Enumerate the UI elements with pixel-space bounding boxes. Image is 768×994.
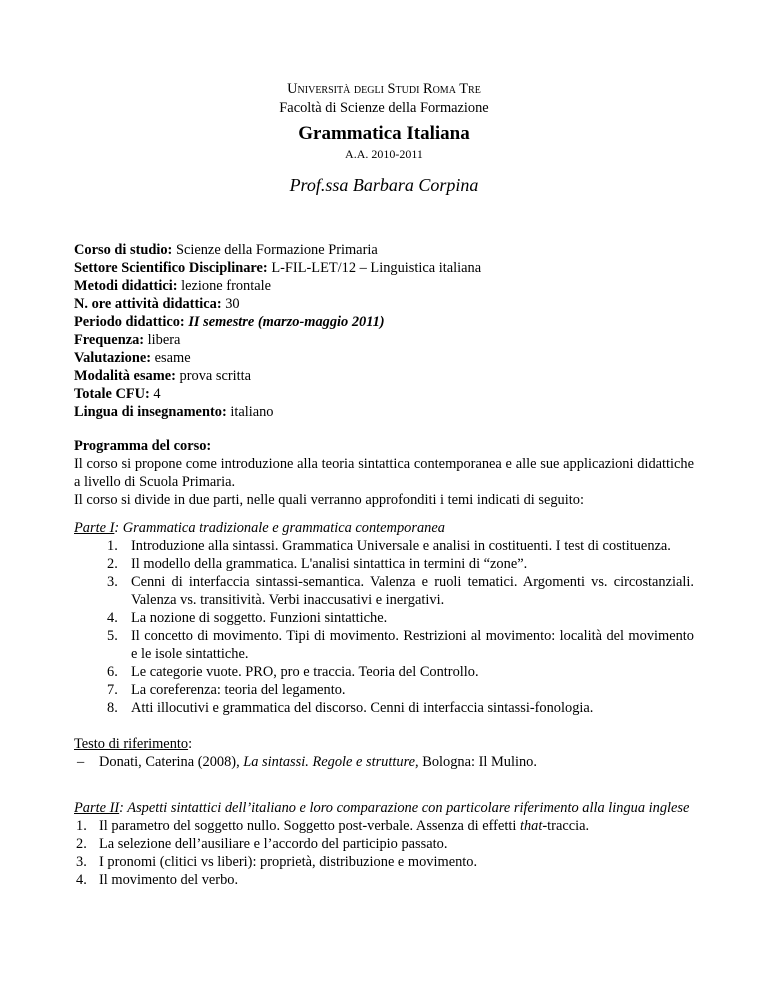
info-settore — [74, 259, 694, 277]
programma-section — [74, 437, 694, 509]
parte-1-section — [74, 519, 694, 717]
parte-1-heading — [74, 519, 694, 537]
list-item: 2. Il modello della grammatica. L'analisi sintattica in termini di “zone”. — [107, 556, 528, 572]
reference-publisher: , Bologna: Il Mulino. — [415, 754, 537, 770]
info-label: Valutazione: — [74, 350, 152, 366]
parte-label: Parte II — [74, 800, 120, 816]
info-metodi — [74, 277, 694, 295]
list-item: 6. Le categorie vuote. PRO, pro e traccia. Teoria del Controllo. — [107, 664, 479, 680]
info-ore — [74, 295, 694, 313]
list-item: 4. Il movimento del verbo. — [76, 872, 239, 888]
list-item: 4. La nozione di soggetto. Funzioni sintattiche. — [107, 610, 388, 626]
programma-paragraph: Il corso si propone come introduzione alla teoria sintattica contemporanea e alle sue applicazioni didattiche a livello di Scuola Primaria. — [74, 456, 694, 490]
info-label: Totale CFU: — [74, 386, 150, 402]
info-periodo — [74, 313, 694, 331]
info-modalita — [74, 367, 694, 385]
info-value: 4 — [149, 386, 161, 402]
academic-year: A.A. 2010-2011 — [345, 147, 423, 161]
info-corso — [74, 241, 694, 259]
info-cfu — [74, 385, 694, 403]
professor-name: Prof.ssa Barbara Corpina — [289, 175, 479, 195]
list-item: 3. Cenni di interfaccia sintassi-semantica. Valenza e ruoli tematici. Argomenti vs. circostanziali. Valenza vs. transitività. Verbi inaccusativi e inergativi. — [107, 574, 694, 608]
parte-2-list — [74, 817, 694, 889]
parte-title: : Grammatica tradizionale e grammatica contemporanea — [114, 520, 445, 536]
info-label: Frequenza: — [74, 332, 145, 348]
reference-title: La sintassi. Regole e strutture — [243, 754, 416, 770]
parte-2-heading — [74, 799, 694, 817]
testo-riferimento-section — [74, 735, 694, 771]
info-value: lezione frontale — [177, 278, 272, 294]
faculty-name: Facoltà di Scienze della Formazione — [279, 100, 489, 116]
info-value: II semestre (marzo-maggio 2011) — [188, 314, 385, 330]
parte-title: : Aspetti sintattici dell’italiano e loro comparazione con particolare riferimento alla lingua inglese — [119, 800, 690, 816]
info-label: N. ore attività didattica: — [74, 296, 222, 312]
list-item: 5. Il concetto di movimento. Tipi di movimento. Restrizioni al movimento: località del movimento e le isole sintattiche. — [107, 628, 694, 662]
info-value: libera — [144, 332, 181, 348]
reference-entry — [74, 753, 694, 771]
dash-bullet: – — [77, 754, 85, 770]
info-lingua — [74, 403, 694, 421]
info-value: 30 — [221, 296, 240, 312]
info-label: Settore Scientifico Disciplinare: — [74, 260, 268, 276]
info-value: L-FIL-LET/12 – Linguistica italiana — [267, 260, 482, 276]
list-item: 8. Atti illocutivi e grammatica del discorso. Cenni di interfaccia sintassi-fonologia. — [107, 700, 594, 716]
info-frequenza — [74, 331, 694, 349]
course-info — [74, 241, 694, 421]
testo-label: Testo di riferimento — [74, 736, 189, 752]
list-item: 3. I pronomi (clitici vs liberi): proprietà, distribuzione e movimento. — [76, 854, 478, 870]
info-value: italiano — [226, 404, 274, 420]
info-value: Scienze della Formazione Primaria — [172, 242, 378, 258]
info-label: Periodo didattico: — [74, 314, 185, 330]
programma-heading: Programma del corso: — [74, 438, 212, 454]
info-label: Corso di studio: — [74, 242, 173, 258]
list-item: 2. La selezione dell’ausiliare e l’accordo del participio passato. — [76, 836, 448, 852]
parte-label: Parte I — [74, 520, 115, 536]
info-valutazione — [74, 349, 694, 367]
info-label: Lingua di insegnamento: — [74, 404, 227, 420]
programma-paragraph: Il corso si divide in due parti, nelle quali verranno approfonditi i temi indicati di seguito: — [74, 492, 584, 508]
list-item: 1. Introduzione alla sintassi. Grammatica Universale e analisi in costituenti. I test di costituenza. — [107, 538, 671, 554]
info-label: Metodi didattici: — [74, 278, 178, 294]
reference-author: Donati, Caterina (2008), — [99, 754, 244, 770]
info-value: prova scritta — [175, 368, 252, 384]
course-title: Grammatica Italiana — [298, 123, 470, 144]
testo-heading: Testo di riferimento: — [74, 736, 193, 752]
parte-2-section — [74, 799, 694, 889]
info-label: Modalità esame: — [74, 368, 176, 384]
parte-1-list — [74, 537, 694, 717]
info-value: esame — [151, 350, 191, 366]
list-item: 1. Il parametro del soggetto nullo. Soggetto post-verbale. Assenza di effetti that-traccia. — [76, 818, 590, 834]
university-name: Università degli Studi Roma Tre — [287, 81, 481, 97]
list-item: 7. La coreferenza: teoria del legamento. — [107, 682, 346, 698]
